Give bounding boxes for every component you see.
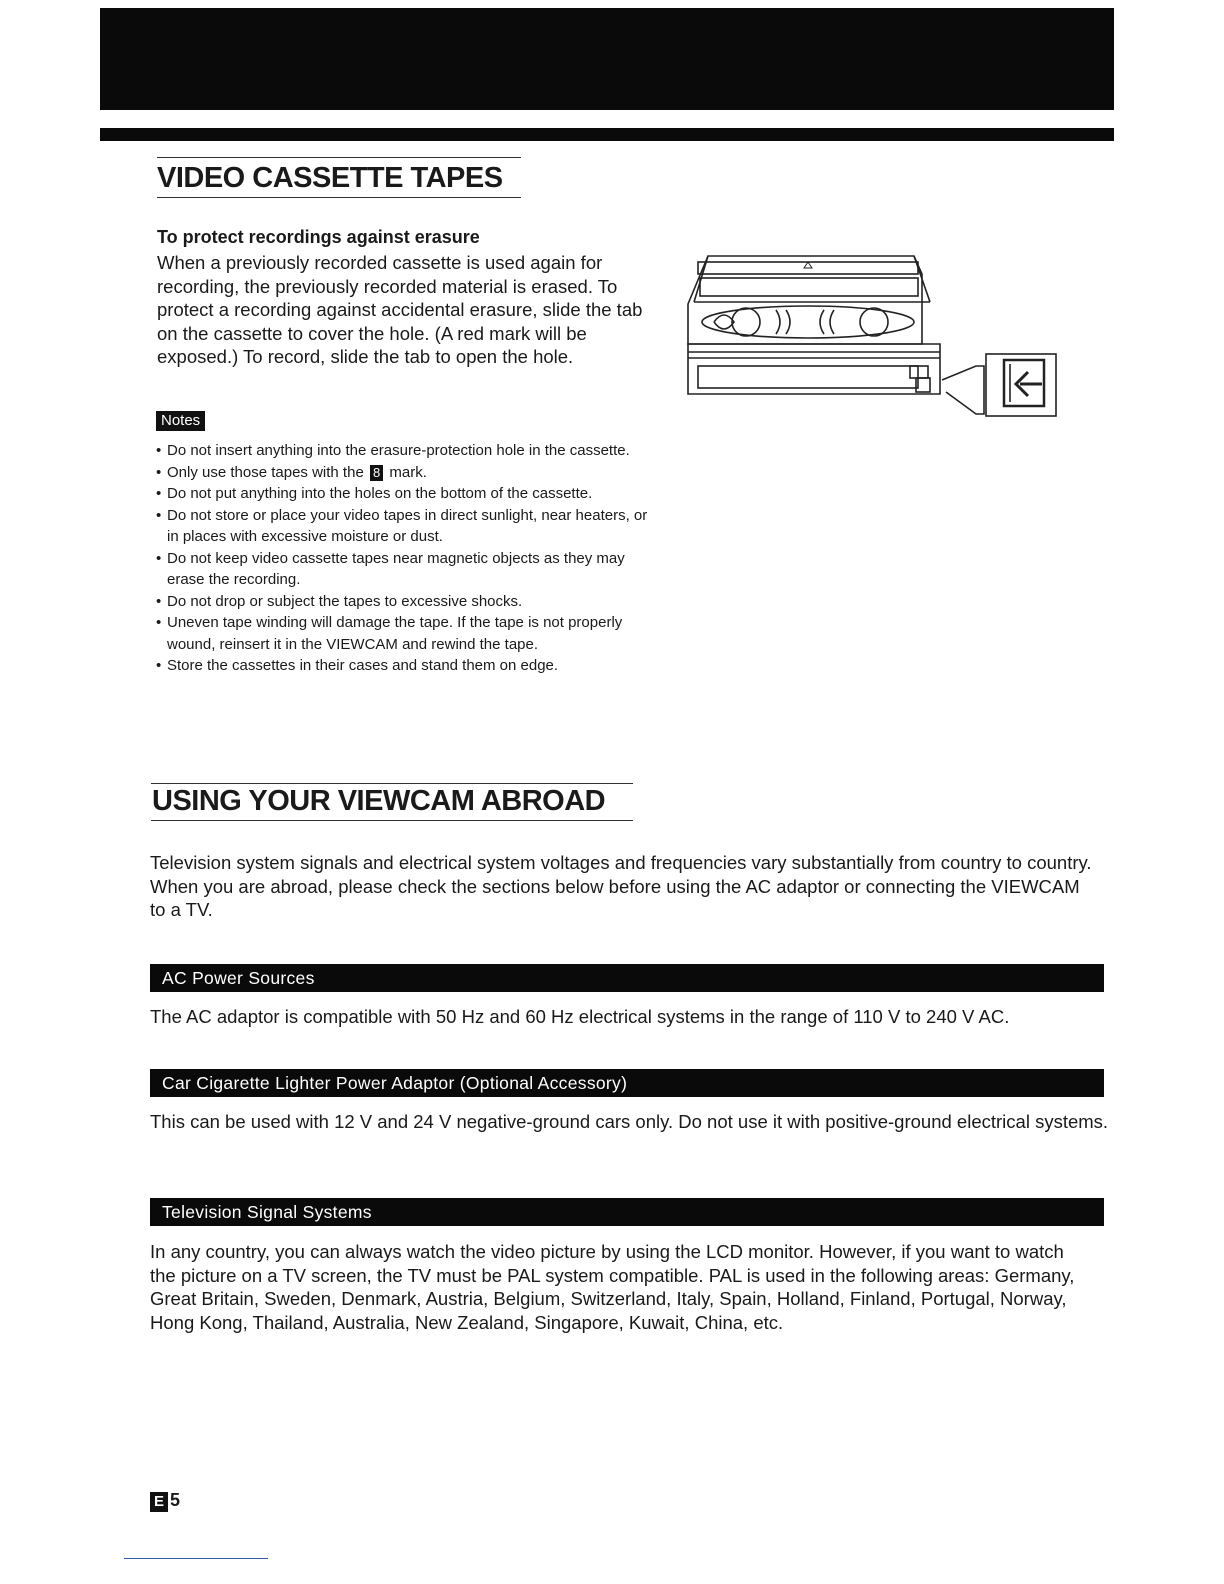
ac-power-text: The AC adaptor is compatible with 50 Hz and 60 Hz electrical systems in the range of 110 V to 240 V AC. <box>150 1006 1010 1027</box>
note-item: • Do not put anything into the holes on the bottom of the cassette. <box>156 483 656 505</box>
note-item: • Do not insert anything into the erasure-protection hole in the cassette. <box>156 440 656 462</box>
protect-paragraph: When a previously recorded cassette is used again for recording, the previously recorded material is erased. To protect a recording against accidental erasure, slide the tab on the cassette to cover the hole. (A red mark will be exposed.) To record, slide the tab to open the hole. <box>157 252 643 367</box>
header-black-bar <box>100 8 1114 110</box>
header-rule <box>100 128 1114 141</box>
footer-rule <box>124 1558 268 1559</box>
title-rule-bottom <box>157 197 521 198</box>
cassette-illustration <box>684 254 1064 424</box>
language-e-badge: E <box>150 1492 168 1512</box>
car-adaptor-text: This can be used with 12 V and 24 V negative-ground cars only. Do not use it with positive-ground electrical systems. <box>150 1111 1109 1132</box>
tv-signal-text: In any country, you can always watch the video picture by using the LCD monitor. However, if you want to watch the picture on a TV screen, the TV must be PAL system compatible. PAL is used in the following areas: Germany, Great Britain, Sweden, Denmark, Austria, Belgium, Switzerland, Italy, Spain, Holland, Finland, Portugal, Norway, Hong Kong, Thailand, Australia, New Zealand, Singapore, Kuwait, China, etc. <box>150 1241 1075 1333</box>
note-text: Only use those tapes with the <box>167 463 364 481</box>
notes-badge: Notes <box>156 411 205 431</box>
section-title-video-cassette: VIDEO CASSETTE TAPES <box>157 162 503 194</box>
note-item: • Do not store or place your video tapes in direct sunlight, near heaters, or in places with excessive moisture or dust. <box>156 505 656 548</box>
abroad-intro: Television system signals and electrical system voltages and frequencies vary substantially from country to country. When you are abroad, please check the sections below before using the AC adaptor or connecting the VIEWCAM to a TV. <box>150 852 1092 920</box>
notes-list <box>156 440 656 677</box>
note-item: • Do not keep video cassette tapes near magnetic objects as they may erase the recording. <box>156 548 656 591</box>
ac-power-heading: AC Power Sources <box>150 964 1104 992</box>
tv-signal-heading: Television Signal Systems <box>150 1198 1104 1226</box>
title-rule-top <box>157 157 521 158</box>
note-item: • Do not drop or subject the tapes to excessive shocks. <box>156 591 656 613</box>
note-item <box>156 462 656 484</box>
page-number: 5 <box>170 1490 181 1510</box>
car-adaptor-heading: Car Cigarette Lighter Power Adaptor (Optional Accessory) <box>150 1069 1104 1097</box>
title-rule-top <box>151 783 633 784</box>
subheading-protect: To protect recordings against erasure <box>157 227 480 247</box>
section-title-abroad: USING YOUR VIEWCAM ABROAD <box>152 785 606 817</box>
title-rule-bottom <box>151 820 633 821</box>
note-text-suffix: mark. <box>389 463 427 481</box>
note-item: • Uneven tape winding will damage the tape. If the tape is not properly wound, reinsert it in the VIEWCAM and rewind the tape. <box>156 612 656 655</box>
note-item: • Store the cassettes in their cases and stand them on edge. <box>156 655 656 677</box>
tape-8-mark-icon: 8 <box>370 465 383 481</box>
